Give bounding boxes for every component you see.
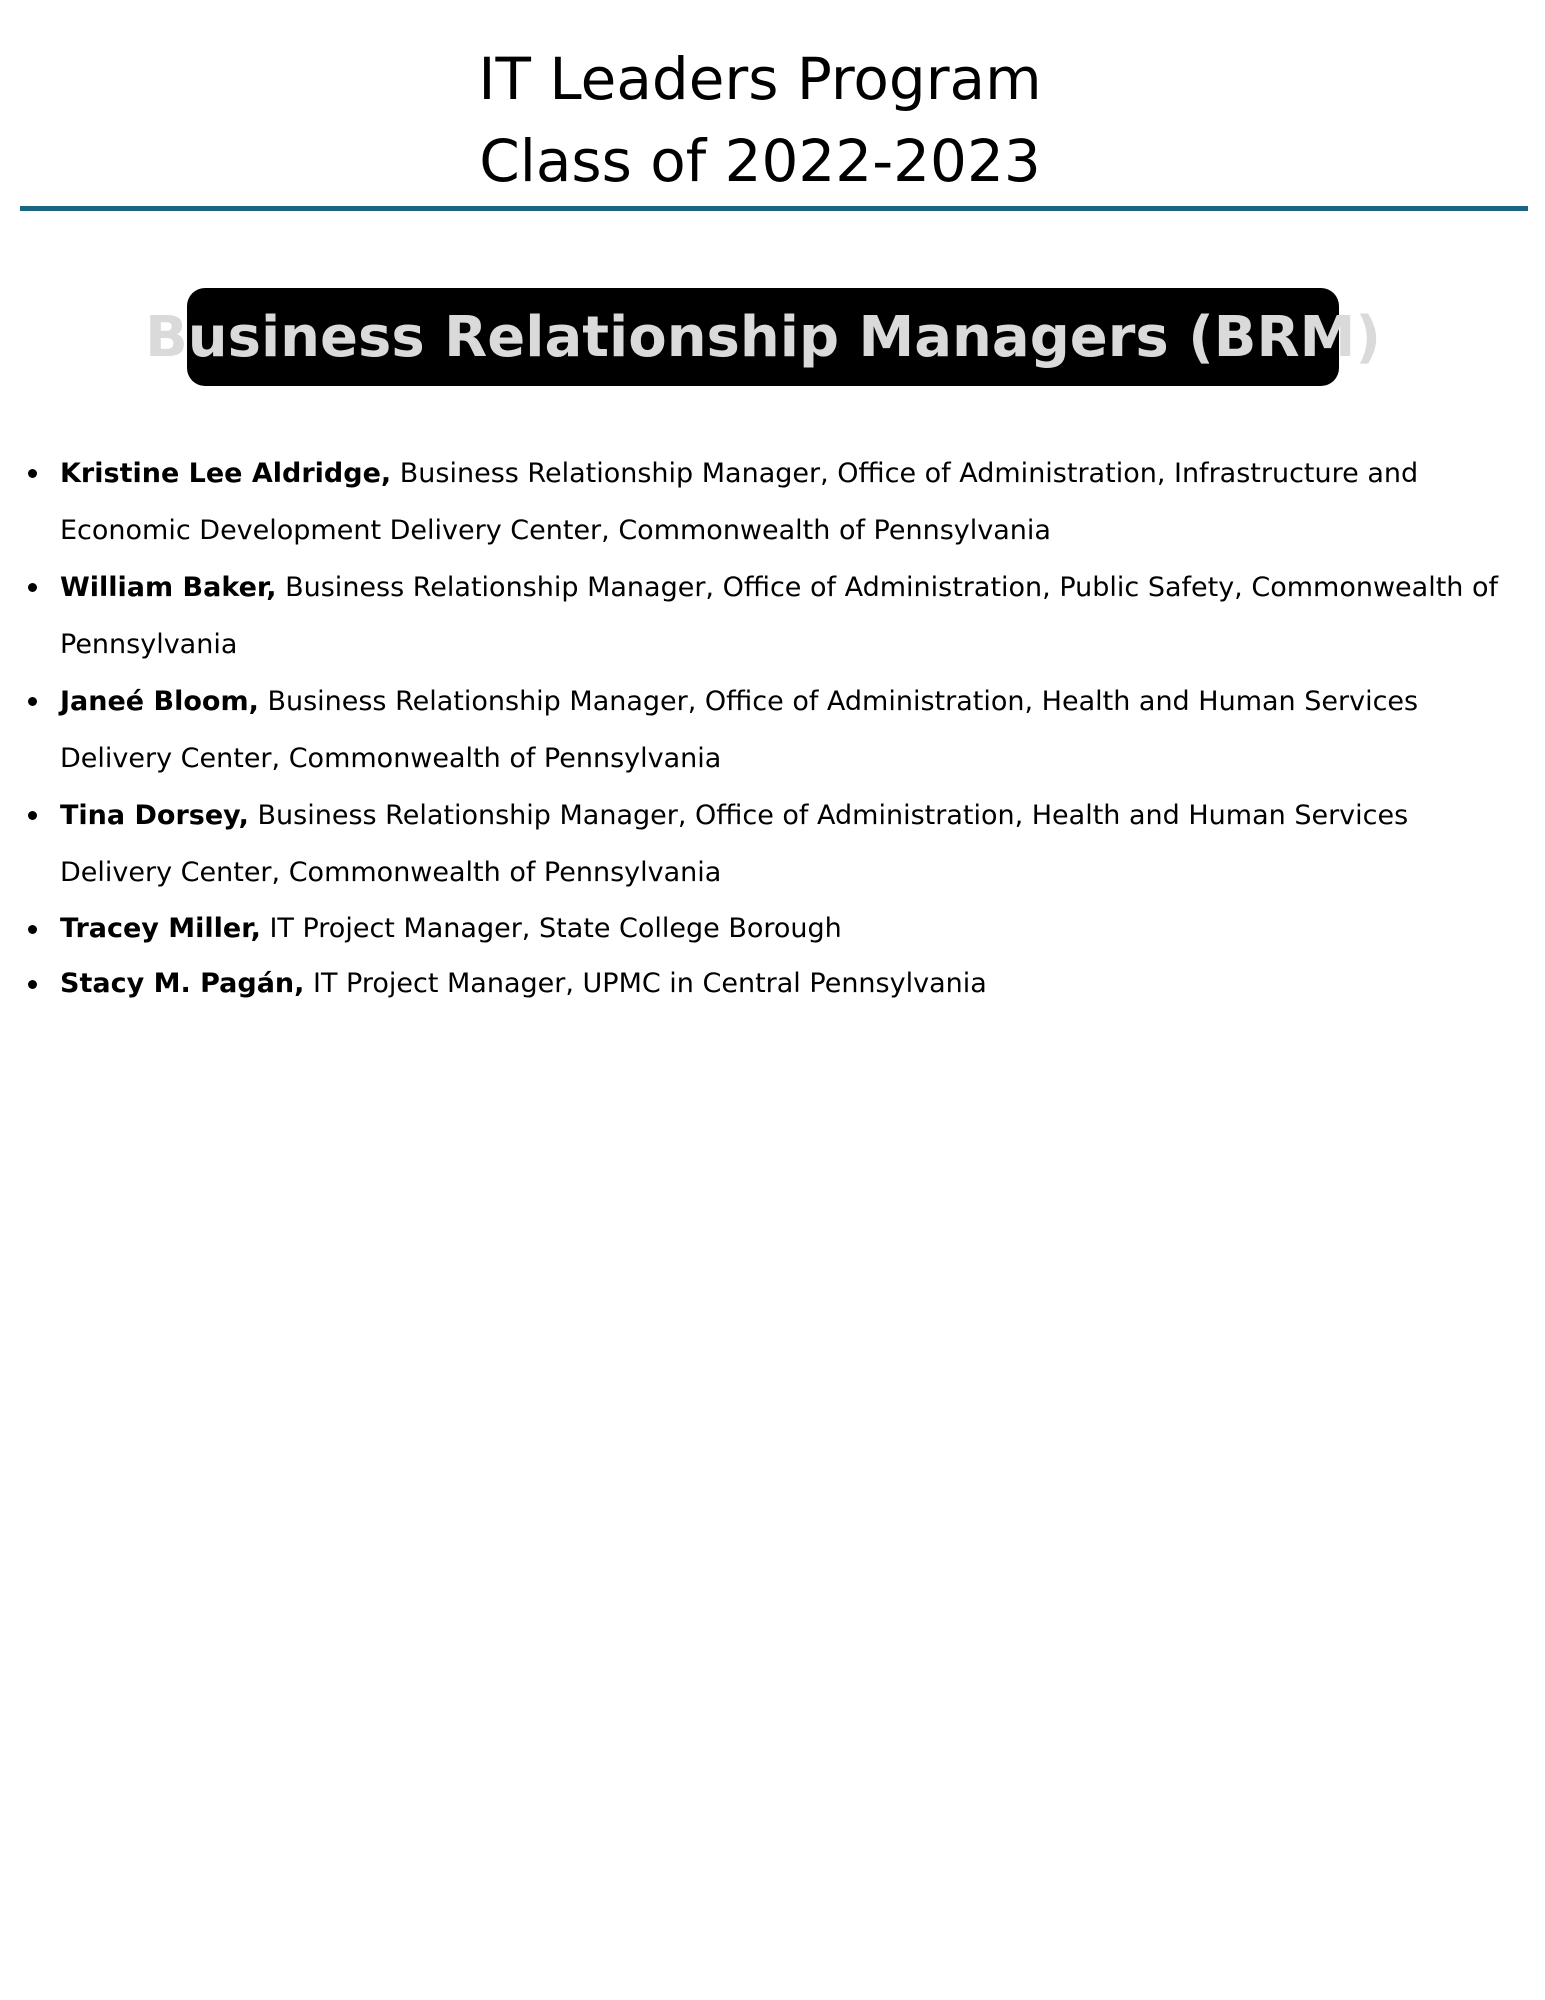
bullet-icon bbox=[28, 980, 37, 989]
member-name: Stacy M. Pagán, bbox=[60, 968, 305, 999]
bullet-icon bbox=[28, 811, 37, 820]
member-name: Janeé Bloom, bbox=[60, 686, 259, 717]
member-name: William Baker, bbox=[60, 572, 277, 603]
bullet-icon bbox=[28, 583, 37, 592]
section-heading: Business Relationship Managers (BRM) bbox=[145, 304, 1381, 370]
header-divider bbox=[20, 206, 1528, 211]
program-title: IT Leaders Program bbox=[478, 45, 1042, 113]
list-item bbox=[28, 559, 1518, 673]
section-heading-banner bbox=[145, 288, 1381, 386]
member-details: Business Relationship Manager, Office of Administration, Health and Human Services Delivery Center, Commonwealth of Pennsylvania bbox=[60, 800, 1409, 888]
member-name: Kristine Lee Aldridge, bbox=[60, 458, 392, 489]
member-name: Tina Dorsey, bbox=[60, 800, 249, 831]
page-header bbox=[0, 38, 1520, 202]
bullet-icon bbox=[28, 925, 37, 934]
member-details: Business Relationship Manager, Office of Administration, Infrastructure and Economic Development Delivery Center, Commonwealth of Pennsylvania bbox=[60, 458, 1419, 546]
member-details: Business Relationship Manager, Office of Administration, Health and Human Services Delivery Center, Commonwealth of Pennsylvania bbox=[60, 686, 1419, 774]
bullet-icon bbox=[28, 469, 37, 478]
member-details: IT Project Manager, UPMC in Central Pennsylvania bbox=[313, 968, 987, 999]
list-item bbox=[28, 787, 1518, 901]
list-item bbox=[28, 445, 1518, 559]
member-details: Business Relationship Manager, Office of Administration, Public Safety, Commonwealth of Pennsylvania bbox=[60, 572, 1498, 660]
list-item bbox=[28, 956, 1518, 1011]
member-details: IT Project Manager, State College Borough bbox=[269, 913, 842, 944]
bullet-icon bbox=[28, 697, 37, 706]
class-year-title: Class of 2022-2023 bbox=[479, 127, 1041, 195]
member-list bbox=[28, 445, 1518, 1011]
list-item bbox=[28, 901, 1518, 956]
list-item bbox=[28, 673, 1518, 787]
member-name: Tracey Miller, bbox=[60, 913, 261, 944]
